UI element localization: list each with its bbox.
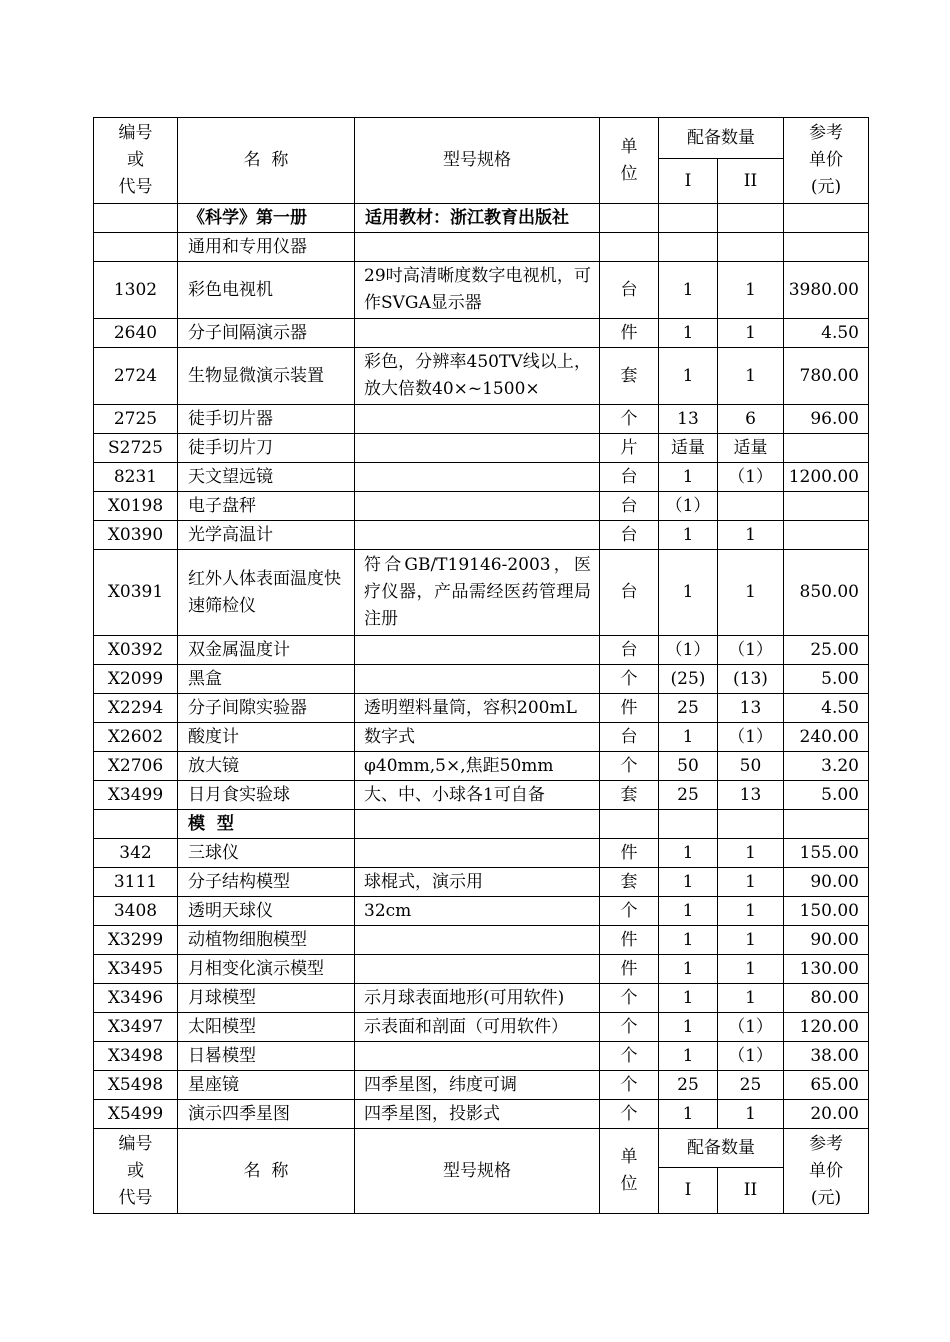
empty-cell xyxy=(600,810,659,839)
item-unit: 个 xyxy=(600,1100,659,1129)
item-code: 3111 xyxy=(94,868,178,897)
item-name: 生物显微演示装置 xyxy=(178,348,355,405)
item-qty-ii: 1 xyxy=(718,319,784,348)
item-code: X3496 xyxy=(94,984,178,1013)
header-price-line: 参考 xyxy=(809,123,843,143)
item-unit: 个 xyxy=(600,984,659,1013)
table-row xyxy=(94,434,869,463)
item-unit: 个 xyxy=(600,752,659,781)
item-unit: 件 xyxy=(600,319,659,348)
group-title-models: 模 型 xyxy=(178,810,355,839)
item-name: 三球仪 xyxy=(178,839,355,868)
item-price: 4.50 xyxy=(784,319,869,348)
item-qty-i: 1 xyxy=(659,839,718,868)
item-unit: 台 xyxy=(600,521,659,550)
item-code: 2725 xyxy=(94,405,178,434)
table-row xyxy=(94,665,869,694)
item-name: 天文望远镜 xyxy=(178,463,355,492)
header-unit-line: 位 xyxy=(620,1174,638,1194)
item-qty-ii: 1 xyxy=(718,262,784,319)
item-code: S2725 xyxy=(94,434,178,463)
item-price: 90.00 xyxy=(784,926,869,955)
item-price: 90.00 xyxy=(784,868,869,897)
item-price: 5.00 xyxy=(784,781,869,810)
item-code: 2724 xyxy=(94,348,178,405)
item-code: X2706 xyxy=(94,752,178,781)
table-row xyxy=(94,781,869,810)
footer-header-spec: 型号规格 xyxy=(355,1129,600,1214)
item-unit: 台 xyxy=(600,262,659,319)
item-code: X3299 xyxy=(94,926,178,955)
header-qty-ii: II xyxy=(718,159,784,204)
item-name: 光学高温计 xyxy=(178,521,355,550)
item-qty-ii: 1 xyxy=(718,868,784,897)
item-unit: 片 xyxy=(600,434,659,463)
empty-cell xyxy=(94,233,178,262)
header-price xyxy=(784,118,869,204)
empty-cell xyxy=(784,233,869,262)
item-qty-ii: 1 xyxy=(718,839,784,868)
item-name: 黑盒 xyxy=(178,665,355,694)
table-row xyxy=(94,463,869,492)
item-qty-i: 25 xyxy=(659,694,718,723)
item-code: X0198 xyxy=(94,492,178,521)
header-price-line: 单价 xyxy=(809,150,843,170)
header-code-line: 编号 xyxy=(118,1133,153,1154)
item-qty-i: 1 xyxy=(659,984,718,1013)
item-spec xyxy=(355,405,600,434)
header-unit-line: 位 xyxy=(620,163,638,184)
item-name: 电子盘秤 xyxy=(178,492,355,521)
item-name: 月相变化演示模型 xyxy=(178,955,355,984)
item-qty-i: 50 xyxy=(659,752,718,781)
item-unit: 件 xyxy=(600,839,659,868)
item-spec xyxy=(355,434,600,463)
table-row xyxy=(94,319,869,348)
header-name: 名 称 xyxy=(178,118,355,204)
item-qty-i: （1） xyxy=(659,636,718,665)
footer-header-price xyxy=(784,1129,869,1214)
empty-cell xyxy=(600,233,659,262)
item-code: X0392 xyxy=(94,636,178,665)
item-qty-i: 1 xyxy=(659,955,718,984)
item-qty-i: 1 xyxy=(659,262,718,319)
item-spec: 透明塑料量筒，容积200mL xyxy=(355,694,600,723)
item-code: 2640 xyxy=(94,319,178,348)
header-qty-i: I xyxy=(659,159,718,204)
item-unit: 台 xyxy=(600,463,659,492)
item-price: 80.00 xyxy=(784,984,869,1013)
item-qty-i: 适量 xyxy=(659,434,718,463)
item-spec: 四季星图，纬度可调 xyxy=(355,1071,600,1100)
equipment-table xyxy=(93,117,869,1214)
item-name: 酸度计 xyxy=(178,723,355,752)
item-code: X2099 xyxy=(94,665,178,694)
header-spec: 型号规格 xyxy=(355,118,600,204)
item-qty-ii: 6 xyxy=(718,405,784,434)
item-unit: 套 xyxy=(600,781,659,810)
item-spec: 数字式 xyxy=(355,723,600,752)
item-qty-i: 1 xyxy=(659,319,718,348)
empty-cell xyxy=(718,204,784,233)
table-row xyxy=(94,955,869,984)
item-price: 5.00 xyxy=(784,665,869,694)
item-qty-i: 1 xyxy=(659,1100,718,1129)
item-qty-ii: 13 xyxy=(718,694,784,723)
table-row xyxy=(94,492,869,521)
item-unit: 件 xyxy=(600,926,659,955)
item-unit: 件 xyxy=(600,955,659,984)
item-price: 25.00 xyxy=(784,636,869,665)
item-price: 20.00 xyxy=(784,1100,869,1129)
empty-cell xyxy=(659,204,718,233)
item-name: 月球模型 xyxy=(178,984,355,1013)
header-code-line: 代号 xyxy=(118,1187,153,1208)
item-spec: 彩色，分辨率450TV线以上，放大倍数40×~1500× xyxy=(355,348,600,405)
header-price-line: (元) xyxy=(810,177,842,197)
item-price: 130.00 xyxy=(784,955,869,984)
footer-header-qty-ii: II xyxy=(718,1168,784,1214)
header-code-line: 代号 xyxy=(118,177,153,197)
header-price-line: (元) xyxy=(810,1187,842,1208)
item-code: X5498 xyxy=(94,1071,178,1100)
item-name: 徒手切片器 xyxy=(178,405,355,434)
item-qty-i: 1 xyxy=(659,1013,718,1042)
item-price: 155.00 xyxy=(784,839,869,868)
item-code: X2602 xyxy=(94,723,178,752)
item-price: 120.00 xyxy=(784,1013,869,1042)
section-title: 《科学》第一册 xyxy=(178,204,355,233)
item-spec xyxy=(355,955,600,984)
item-qty-i: 1 xyxy=(659,1042,718,1071)
item-price: 3.20 xyxy=(784,752,869,781)
item-spec xyxy=(355,319,600,348)
item-qty-i: 1 xyxy=(659,521,718,550)
item-price: 780.00 xyxy=(784,348,869,405)
footer-header-name: 名 称 xyxy=(178,1129,355,1214)
item-qty-i: （1） xyxy=(659,492,718,521)
item-code: X3498 xyxy=(94,1042,178,1071)
item-unit: 件 xyxy=(600,694,659,723)
item-unit: 台 xyxy=(600,550,659,636)
item-price: 240.00 xyxy=(784,723,869,752)
footer-header-unit xyxy=(600,1129,659,1214)
table-row xyxy=(94,839,869,868)
item-qty-ii: 1 xyxy=(718,550,784,636)
item-unit: 个 xyxy=(600,665,659,694)
item-name: 彩色电视机 xyxy=(178,262,355,319)
item-spec: φ40mm,5×,焦距50mm xyxy=(355,752,600,781)
item-qty-i: 1 xyxy=(659,723,718,752)
footer-header-qty: 配备数量 xyxy=(659,1129,784,1168)
item-unit: 个 xyxy=(600,1013,659,1042)
table-row xyxy=(94,405,869,434)
item-unit: 个 xyxy=(600,897,659,926)
item-qty-i: 25 xyxy=(659,1071,718,1100)
section-material: 适用教材：浙江教育出版社 xyxy=(355,204,600,233)
header-price-line: 参考 xyxy=(809,1133,843,1154)
item-code: X0390 xyxy=(94,521,178,550)
item-spec xyxy=(355,839,600,868)
table-row xyxy=(94,1071,869,1100)
item-qty-ii: 1 xyxy=(718,897,784,926)
item-qty-i: (25) xyxy=(659,665,718,694)
header-code-line: 或 xyxy=(127,1160,144,1181)
table-row xyxy=(94,1013,869,1042)
item-price xyxy=(784,434,869,463)
footer-header-row xyxy=(94,1129,869,1168)
header-code xyxy=(94,118,178,204)
empty-cell xyxy=(355,233,600,262)
item-qty-ii: （1） xyxy=(718,723,784,752)
item-code: X5499 xyxy=(94,1100,178,1129)
item-spec: 32cm xyxy=(355,897,600,926)
table-row xyxy=(94,636,869,665)
empty-cell xyxy=(718,233,784,262)
item-qty-ii xyxy=(718,492,784,521)
item-spec xyxy=(355,492,600,521)
section-row xyxy=(94,204,869,233)
item-spec: 示表面和剖面（可用软件） xyxy=(355,1013,600,1042)
item-qty-ii: （1） xyxy=(718,1042,784,1071)
footer-header-qty-i: I xyxy=(659,1168,718,1214)
item-qty-ii: 13 xyxy=(718,781,784,810)
item-code: 342 xyxy=(94,839,178,868)
group-title-instruments: 通用和专用仪器 xyxy=(178,233,355,262)
item-name: 红外人体表面温度快速筛检仪 xyxy=(178,550,355,636)
empty-cell xyxy=(94,204,178,233)
item-spec: 大、中、小球各1可自备 xyxy=(355,781,600,810)
item-code: X3495 xyxy=(94,955,178,984)
table-body xyxy=(94,118,869,1214)
item-price: 150.00 xyxy=(784,897,869,926)
group-row xyxy=(94,233,869,262)
item-qty-ii: 1 xyxy=(718,521,784,550)
item-spec: 示月球表面地形(可用软件) xyxy=(355,984,600,1013)
header-unit xyxy=(600,118,659,204)
table-row xyxy=(94,348,869,405)
item-unit: 个 xyxy=(600,1042,659,1071)
empty-cell xyxy=(659,810,718,839)
table-row xyxy=(94,868,869,897)
item-price: 1200.00 xyxy=(784,463,869,492)
header-unit-line: 单 xyxy=(620,1147,638,1167)
item-qty-ii: 1 xyxy=(718,348,784,405)
item-unit: 台 xyxy=(600,636,659,665)
item-code: 3408 xyxy=(94,897,178,926)
item-qty-i: 1 xyxy=(659,926,718,955)
item-name: 日月食实验球 xyxy=(178,781,355,810)
item-qty-i: 1 xyxy=(659,868,718,897)
table-row xyxy=(94,926,869,955)
item-name: 分子间隔演示器 xyxy=(178,319,355,348)
item-qty-i: 1 xyxy=(659,463,718,492)
table-row xyxy=(94,897,869,926)
item-qty-ii: （1） xyxy=(718,636,784,665)
empty-cell xyxy=(94,810,178,839)
item-name: 动植物细胞模型 xyxy=(178,926,355,955)
item-price: 4.50 xyxy=(784,694,869,723)
item-qty-i: 1 xyxy=(659,348,718,405)
item-unit: 套 xyxy=(600,348,659,405)
item-price: 3980.00 xyxy=(784,262,869,319)
item-code: X0391 xyxy=(94,550,178,636)
item-spec: 球棍式，演示用 xyxy=(355,868,600,897)
item-qty-ii: 1 xyxy=(718,984,784,1013)
item-qty-ii: 适量 xyxy=(718,434,784,463)
header-code-line: 编号 xyxy=(118,123,153,143)
item-name: 放大镜 xyxy=(178,752,355,781)
item-spec: 29吋高清晰度数字电视机，可作SVGA显示器 xyxy=(355,262,600,319)
footer-header-code xyxy=(94,1129,178,1214)
group-row xyxy=(94,810,869,839)
item-qty-i: 25 xyxy=(659,781,718,810)
table-row xyxy=(94,1042,869,1071)
item-spec: 四季星图，投影式 xyxy=(355,1100,600,1129)
item-code: X3497 xyxy=(94,1013,178,1042)
item-spec xyxy=(355,665,600,694)
empty-cell xyxy=(659,233,718,262)
item-spec: 符合GB/T19146-2003，医疗仪器，产品需经医药管理局注册 xyxy=(355,550,600,636)
table-row xyxy=(94,262,869,319)
empty-cell xyxy=(600,204,659,233)
item-unit: 个 xyxy=(600,1071,659,1100)
item-unit: 台 xyxy=(600,723,659,752)
item-name: 演示四季星图 xyxy=(178,1100,355,1129)
empty-cell xyxy=(784,810,869,839)
item-spec xyxy=(355,1042,600,1071)
item-qty-ii: （1） xyxy=(718,1013,784,1042)
item-code: X2294 xyxy=(94,694,178,723)
empty-cell xyxy=(784,204,869,233)
header-unit-line: 单 xyxy=(620,136,638,157)
table-row xyxy=(94,550,869,636)
item-qty-ii: 1 xyxy=(718,1100,784,1129)
item-name: 日晷模型 xyxy=(178,1042,355,1071)
item-spec xyxy=(355,521,600,550)
item-price: 65.00 xyxy=(784,1071,869,1100)
table-row xyxy=(94,723,869,752)
item-price xyxy=(784,492,869,521)
item-name: 分子间隙实验器 xyxy=(178,694,355,723)
header-code-line: 或 xyxy=(127,150,144,170)
empty-cell xyxy=(718,810,784,839)
table-row xyxy=(94,521,869,550)
item-name: 透明天球仪 xyxy=(178,897,355,926)
item-code: 1302 xyxy=(94,262,178,319)
item-name: 分子结构模型 xyxy=(178,868,355,897)
item-price: 38.00 xyxy=(784,1042,869,1071)
empty-cell xyxy=(355,810,600,839)
item-price xyxy=(784,521,869,550)
table-row xyxy=(94,1100,869,1129)
item-qty-ii: 25 xyxy=(718,1071,784,1100)
item-name: 太阳模型 xyxy=(178,1013,355,1042)
header-qty: 配备数量 xyxy=(659,118,784,159)
header-row xyxy=(94,118,869,159)
item-qty-i: 1 xyxy=(659,897,718,926)
item-qty-i: 1 xyxy=(659,550,718,636)
item-code: 8231 xyxy=(94,463,178,492)
item-spec xyxy=(355,636,600,665)
item-qty-ii: 1 xyxy=(718,955,784,984)
item-qty-ii: （1） xyxy=(718,463,784,492)
item-name: 星座镜 xyxy=(178,1071,355,1100)
item-qty-ii: (13) xyxy=(718,665,784,694)
item-spec xyxy=(355,926,600,955)
item-qty-i: 13 xyxy=(659,405,718,434)
item-name: 双金属温度计 xyxy=(178,636,355,665)
table-row xyxy=(94,694,869,723)
table-row xyxy=(94,984,869,1013)
item-price: 850.00 xyxy=(784,550,869,636)
item-unit: 台 xyxy=(600,492,659,521)
item-qty-ii: 50 xyxy=(718,752,784,781)
item-name: 徒手切片刀 xyxy=(178,434,355,463)
item-qty-ii: 1 xyxy=(718,926,784,955)
header-price-line: 单价 xyxy=(809,1160,843,1181)
item-spec xyxy=(355,463,600,492)
item-price: 96.00 xyxy=(784,405,869,434)
item-code: X3499 xyxy=(94,781,178,810)
item-unit: 套 xyxy=(600,868,659,897)
table-row xyxy=(94,752,869,781)
item-unit: 个 xyxy=(600,405,659,434)
